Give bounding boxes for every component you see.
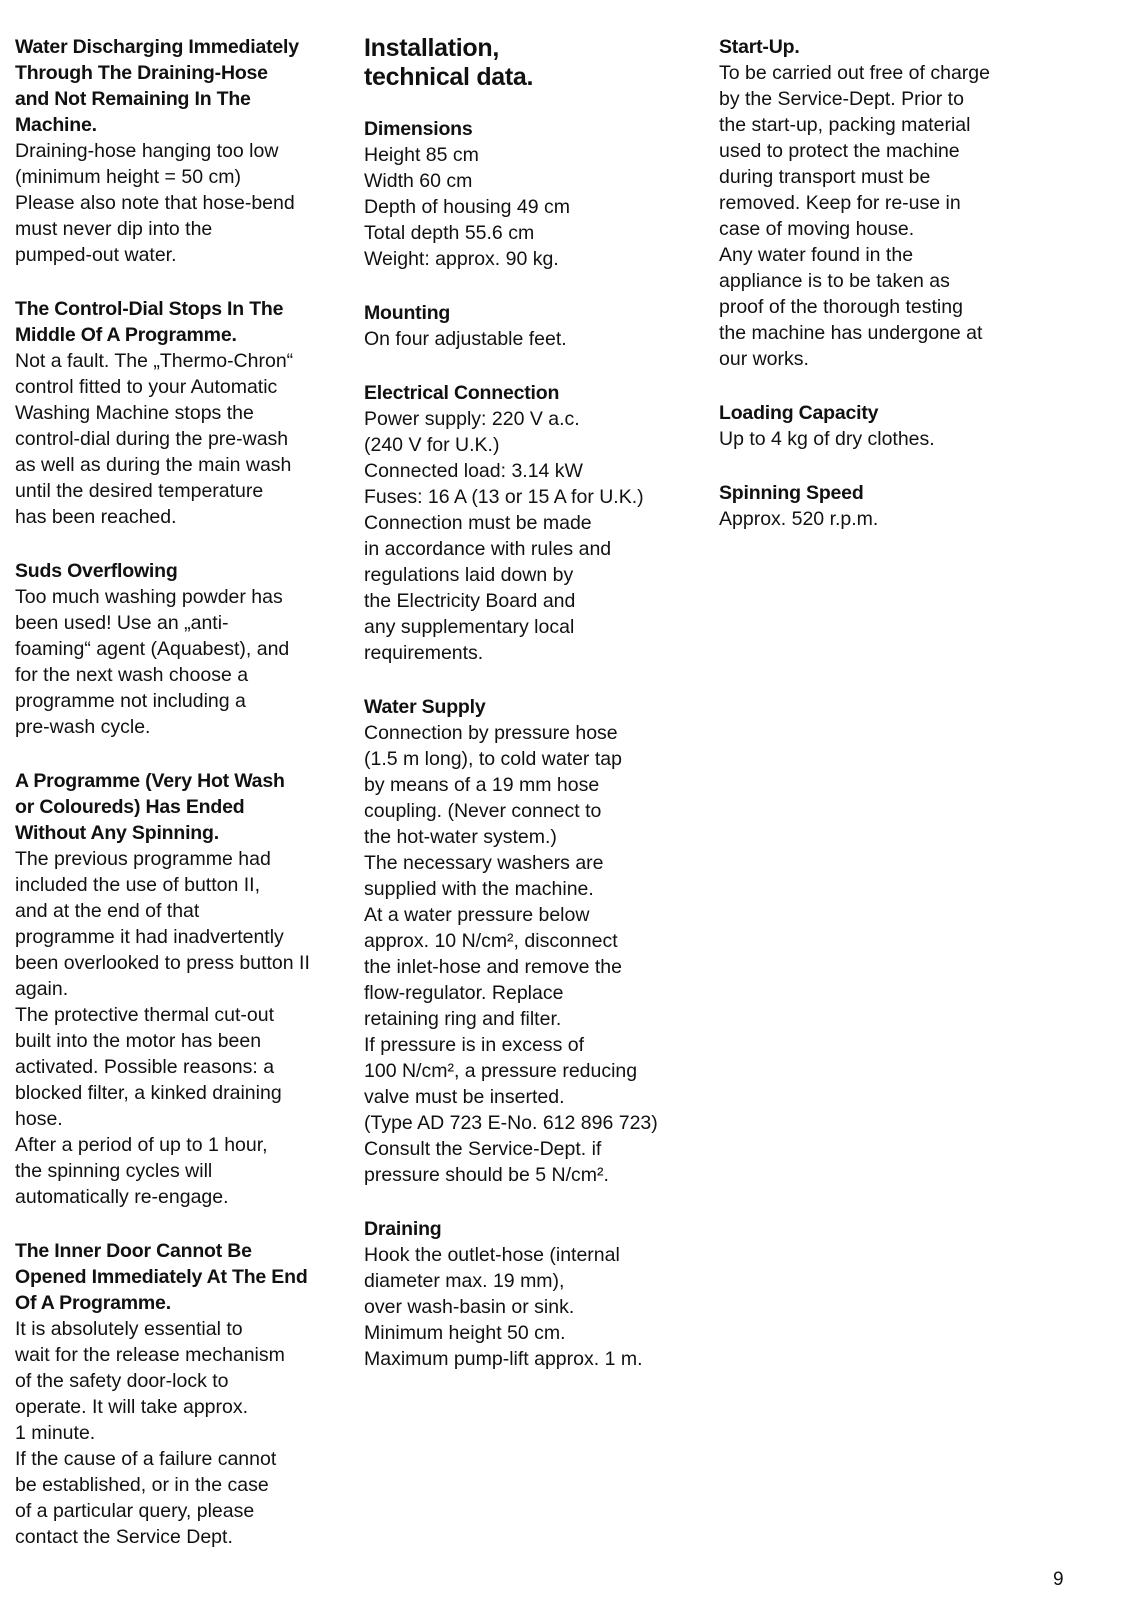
section-control-dial-stops [15, 296, 360, 530]
section-water-supply [364, 694, 709, 1188]
section-loading-capacity [719, 400, 1059, 452]
section-heading: The Control-Dial Stops In The Middle Of A Programme. [15, 298, 284, 346]
section-draining [364, 1216, 709, 1372]
section-body: Approx. 520 r.p.m. [719, 508, 879, 530]
section-mounting [364, 300, 709, 352]
section-heading: Water Supply [364, 696, 486, 718]
startup-column [719, 34, 1059, 560]
section-body: Draining-hose hanging too low (minimum height = 50 cm) Please also note that hose-bend must never dip into the pumped-out water. [15, 140, 295, 266]
section-body: To be carried out free of charge by the Service-Dept. Prior to the start-up, packing material used to protect the machine during transport must be removed. Keep for re-use in case of moving house. Any water found in the appliance is to be taken as proof of the thorough testing the machine has undergone at our works. [719, 62, 990, 370]
section-water-discharging [15, 34, 360, 268]
section-body: It is absolutely essential to wait for the release mechanism of the safety door-lock to operate. It will take approx. 1 minute. If the cause of a failure cannot be established, or in the case of a particular query, please contact the Service Dept. [15, 1318, 285, 1548]
section-heading: Draining [364, 1218, 442, 1240]
installation-column [364, 34, 709, 1400]
troubleshooting-column [15, 34, 360, 1578]
section-body: Power supply: 220 V a.c. (240 V for U.K.) Connected load: 3.14 kW Fuses: 16 A (13 or 15 A for U.K.) Connection must be made in accordance with rules and regulations laid down by the Electricity Board and any supplementary local requirements. [364, 408, 644, 664]
section-body: Too much washing powder has been used! Use an „anti- foaming“ agent (Aquabest), and for the next wash choose a programme not including a pre-wash cycle. [15, 586, 290, 738]
section-heading: Dimensions [364, 118, 473, 140]
section-start-up [719, 34, 1059, 372]
section-heading: The Inner Door Cannot Be Opened Immediately At The End Of A Programme. [15, 1240, 308, 1314]
section-heading: A Programme (Very Hot Wash or Coloureds) Has Ended Without Any Spinning. [15, 770, 285, 844]
section-heading: Loading Capacity [719, 402, 879, 424]
section-body: Not a fault. The „Thermo-Chron“ control fitted to your Automatic Washing Machine stops the control-dial during the pre-wash as well as during the main wash until the desired temperature has been reached. [15, 350, 294, 528]
section-body: On four adjustable feet. [364, 328, 567, 350]
section-heading: Electrical Connection [364, 382, 560, 404]
section-electrical-connection [364, 380, 709, 666]
section-heading: Start-Up. [719, 36, 800, 58]
section-body: Up to 4 kg of dry clothes. [719, 428, 935, 450]
section-heading: Mounting [364, 302, 451, 324]
section-heading: Spinning Speed [719, 482, 864, 504]
section-inner-door [15, 1238, 360, 1550]
section-suds-overflowing [15, 558, 360, 740]
section-body: Height 85 cm Width 60 cm Depth of housing 49 cm Total depth 55.6 cm Weight: approx. 90 kg. [364, 144, 570, 270]
page-title: Installation, technical data. [364, 34, 534, 91]
section-body: The previous programme had included the use of button II, and at the end of that programme it had inadvertently been overlooked to press button II again. The protective thermal cut-out built into the motor has been activated. Possible reasons: a blocked filter, a kinked draining hose. After a period of up to 1 hour, the spinning cycles will automatically re-engage. [15, 848, 310, 1208]
section-body: Connection by pressure hose (1.5 m long), to cold water tap by means of a 19 mm hose coupling. (Never connect to the hot-water system.) The necessary washers are supplied with the machine. At a water pressure below approx. 10 N/cm², disconnect the inlet-hose and remove the flow-regulator. Replace retaining ring and filter. If pressure is in excess of 100 N/cm², a pressure reducing valve must be inserted. (Type AD 723 E-No. 612 896 723) Consult the Service-Dept. if pressure should be 5 N/cm². [364, 722, 658, 1186]
section-heading: Water Discharging Immediately Through The Draining-Hose and Not Remaining In The Machine. [15, 36, 299, 136]
section-body: Hook the outlet-hose (internal diameter max. 19 mm), over wash-basin or sink. Minimum height 50 cm. Maximum pump-lift approx. 1 m. [364, 1244, 643, 1370]
section-spinning-speed [719, 480, 1059, 532]
section-dimensions [364, 116, 709, 272]
section-heading: Suds Overflowing [15, 560, 178, 582]
section-programme-no-spinning [15, 768, 360, 1210]
page-number: 9 [1053, 1569, 1064, 1590]
